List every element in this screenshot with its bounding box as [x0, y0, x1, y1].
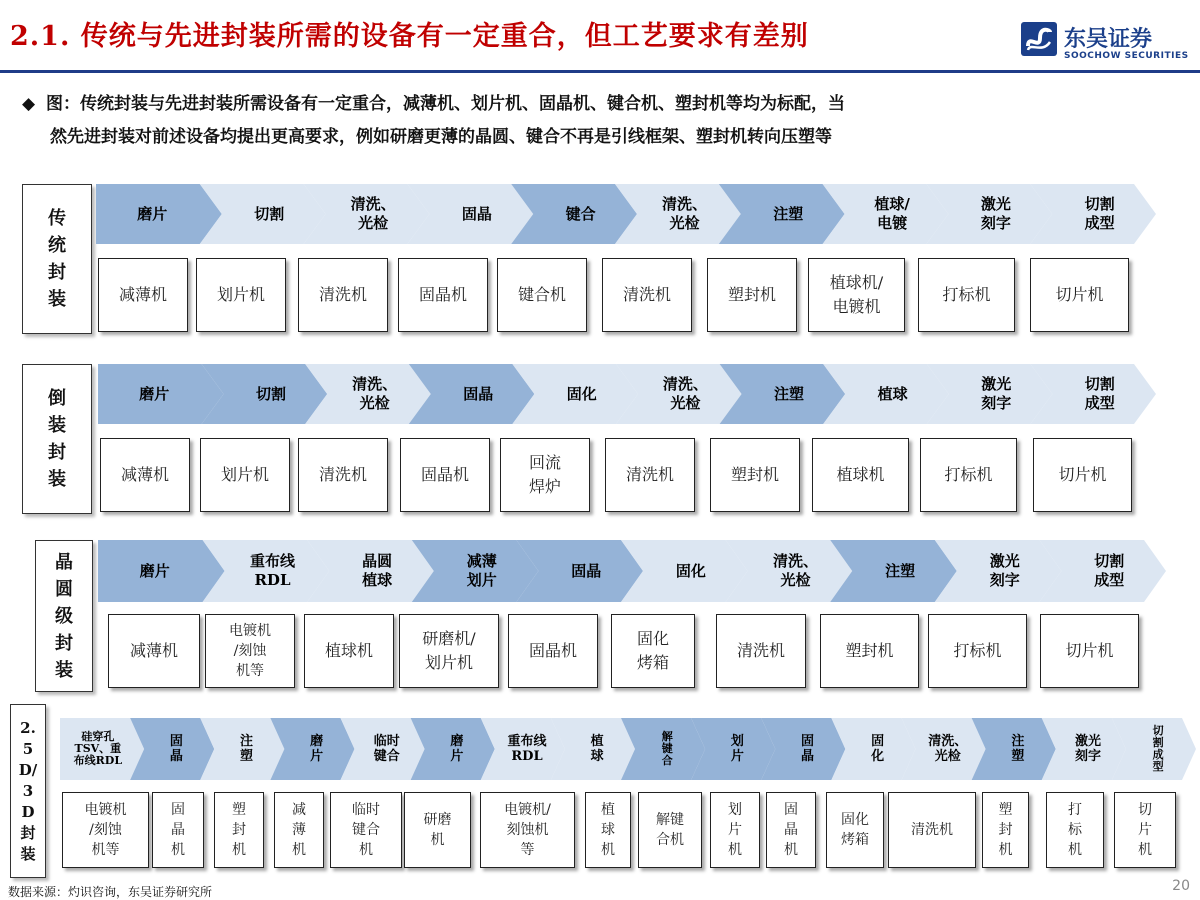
equipment-box: 切 片 机	[1114, 792, 1176, 868]
process-step-label: 解 键 合	[661, 730, 673, 767]
caption-line-1: 图：传统封装与先进封装所需设备有一定重合，减薄机、划片机、固晶机、键合机、塑封机等均为标配，当	[46, 94, 845, 114]
section-label-char: 统	[48, 235, 66, 256]
section-label-char: 封	[20, 823, 36, 842]
equipment-box: 植球机	[812, 438, 909, 512]
process-step-label: 固 化	[871, 734, 885, 764]
equipment-box: 回流 焊炉	[500, 438, 590, 512]
section-label-char: 倒	[48, 388, 66, 409]
page-number: 20	[1172, 878, 1190, 894]
section-label-char: 封	[55, 632, 73, 654]
equipment-box: 减薄机	[98, 258, 188, 332]
process-step-label: 减薄 划片	[466, 552, 497, 589]
equipment-box: 键合机	[497, 258, 587, 332]
equipment-box: 研磨 机	[404, 792, 471, 868]
logo-subtitle: SOOCHOW SECURITIES	[1064, 51, 1189, 61]
equipment-box: 电镀机 /刻蚀 机等	[205, 614, 295, 688]
process-step-label: 注塑	[773, 384, 804, 403]
process-step-label: 注塑	[885, 561, 916, 580]
process-step-label: 临时 键合	[373, 734, 400, 764]
equipment-box: 打 标 机	[1046, 792, 1104, 868]
process-step-label: 清洗、 光检	[772, 552, 818, 589]
process-step-label: 激光 刻字	[1074, 734, 1101, 764]
equipment-box: 临时 键合 机	[330, 792, 402, 868]
equipment-box: 电镀机 /刻蚀 机等	[62, 792, 149, 868]
process-step-label: 清洗、 光检	[661, 195, 707, 232]
process-step-label: 清洗、 光检	[928, 734, 968, 764]
equipment-box: 电镀机/ 刻蚀机 等	[480, 792, 575, 868]
equipment-box: 打标机	[920, 438, 1017, 512]
equipment-box: 打标机	[918, 258, 1015, 332]
section-label-char: 装	[20, 844, 36, 863]
section-label-char: D	[21, 802, 35, 821]
process-step-label: 晶圆 植球	[362, 552, 393, 589]
equipment-box: 固晶机	[508, 614, 598, 688]
equipment-box: 固晶机	[400, 438, 490, 512]
equipment-box: 固化 烤箱	[611, 614, 695, 688]
process-step-label: 切 割 成 型	[1152, 724, 1164, 773]
process-step-label: 磨片	[137, 204, 168, 223]
equipment-box: 清洗机	[605, 438, 695, 512]
equipment-box: 研磨机/ 划片机	[399, 614, 499, 688]
equipment-box: 划片机	[200, 438, 290, 512]
equipment-box: 解键 合机	[638, 792, 702, 868]
equipment-box: 塑封机	[707, 258, 797, 332]
process-step-label: 注 塑	[239, 734, 253, 764]
section-label-char: 5	[22, 739, 34, 758]
equipment-box: 清洗机	[602, 258, 692, 332]
process-step-label: 切割 成型	[1094, 552, 1125, 589]
caption-line-2: 然先进封装对前述设备均提出更高要求，例如研磨更薄的晶圆、键合不再是引线框架、塑封机转向压塑等	[50, 127, 832, 147]
section-label-char: 级	[55, 605, 73, 627]
equipment-box: 减薄机	[100, 438, 190, 512]
process-step-label: 重布线 RDL	[507, 734, 547, 764]
process-step-label: 硅穿孔 TSV、重 布线RDL	[73, 730, 123, 767]
process-step-label: 切割	[255, 384, 286, 403]
equipment-box: 固 晶 机	[766, 792, 816, 868]
equipment-box: 清洗机	[298, 258, 388, 332]
process-step-label: 切割 成型	[1084, 375, 1115, 412]
equipment-box: 植 球 机	[585, 792, 631, 868]
equipment-box: 清洗机	[298, 438, 388, 512]
process-step-label: 激光 刻字	[980, 195, 1011, 232]
process-step-label: 键合	[565, 204, 596, 223]
equipment-box: 清洗机	[716, 614, 806, 688]
process-step-label: 激光 刻字	[989, 552, 1020, 589]
equipment-box: 打标机	[928, 614, 1027, 688]
equipment-box: 塑封机	[820, 614, 919, 688]
process-step-label: 注塑	[773, 204, 804, 223]
process-step-label: 磨片	[139, 561, 170, 580]
page-title: 2.1. 传统与先进封装所需的设备有一定重合，但工艺要求有差别	[10, 21, 809, 52]
process-step-label: 固晶	[463, 384, 494, 403]
section-label-char: 封	[48, 442, 66, 463]
equipment-box: 切片机	[1030, 258, 1129, 332]
section-label-char: 装	[55, 659, 73, 681]
equipment-box: 固 晶 机	[152, 792, 204, 868]
equipment-box: 塑 封 机	[982, 792, 1029, 868]
equipment-box: 划 片 机	[710, 792, 760, 868]
equipment-box: 塑封机	[710, 438, 800, 512]
bullet-icon: ◆	[22, 94, 36, 114]
equipment-box: 切片机	[1040, 614, 1139, 688]
process-step-label: 植球	[877, 384, 908, 403]
process-step-label: 磨 片	[310, 734, 324, 764]
equipment-box: 塑 封 机	[214, 792, 264, 868]
section-label-char: D/	[18, 760, 38, 779]
process-step-label: 固晶	[571, 561, 602, 580]
process-step-label: 切割 成型	[1084, 195, 1115, 232]
equipment-box: 减薄机	[108, 614, 200, 688]
process-step-label: 固晶	[461, 204, 492, 223]
process-step-label: 植球/ 电镀	[874, 195, 910, 232]
process-step-label: 清洗、 光检	[350, 195, 396, 232]
process-step-label: 植 球	[590, 734, 604, 764]
process-step-label: 磨片	[139, 384, 170, 403]
process-step-label: 固 晶	[169, 734, 183, 764]
section-label-char: 装	[48, 415, 66, 436]
section-label-char: 装	[48, 289, 66, 310]
equipment-box: 固化 烤箱	[826, 792, 884, 868]
section-label-char: 圆	[55, 578, 73, 600]
section-label-char: 3	[22, 781, 34, 800]
data-source: 数据来源：灼识咨询，东吴证券研究所	[8, 885, 213, 899]
equipment-box: 切片机	[1033, 438, 1132, 512]
equipment-box: 植球机	[304, 614, 394, 688]
section-label-char: 封	[48, 262, 66, 283]
equipment-box: 清洗机	[888, 792, 976, 868]
process-step-label: 重布线 RDL	[249, 552, 295, 589]
equipment-box: 固晶机	[398, 258, 488, 332]
equipment-box: 划片机	[196, 258, 286, 332]
process-step-label: 固化	[675, 561, 706, 580]
process-step-label: 固 晶	[800, 734, 814, 764]
section-label-char: 传	[48, 208, 66, 229]
process-step-label: 注 塑	[1011, 734, 1025, 764]
process-step-label: 激光 刻字	[981, 375, 1012, 412]
section-label-char: 晶	[55, 551, 73, 573]
process-step-label: 清洗、 光检	[662, 375, 708, 412]
equipment-box: 植球机/ 电镀机	[808, 258, 905, 332]
equipment-box: 减 薄 机	[274, 792, 324, 868]
process-step-label: 磨 片	[450, 734, 464, 764]
process-step-label: 固化	[566, 384, 597, 403]
section-label-char: 装	[48, 469, 66, 490]
section-label-char: 2.	[20, 718, 36, 737]
process-step-label: 切割	[254, 204, 285, 223]
process-step-label: 划 片	[730, 734, 744, 764]
logo-name: 东吴证券	[1064, 27, 1153, 52]
process-step-label: 清洗、 光检	[352, 375, 398, 412]
